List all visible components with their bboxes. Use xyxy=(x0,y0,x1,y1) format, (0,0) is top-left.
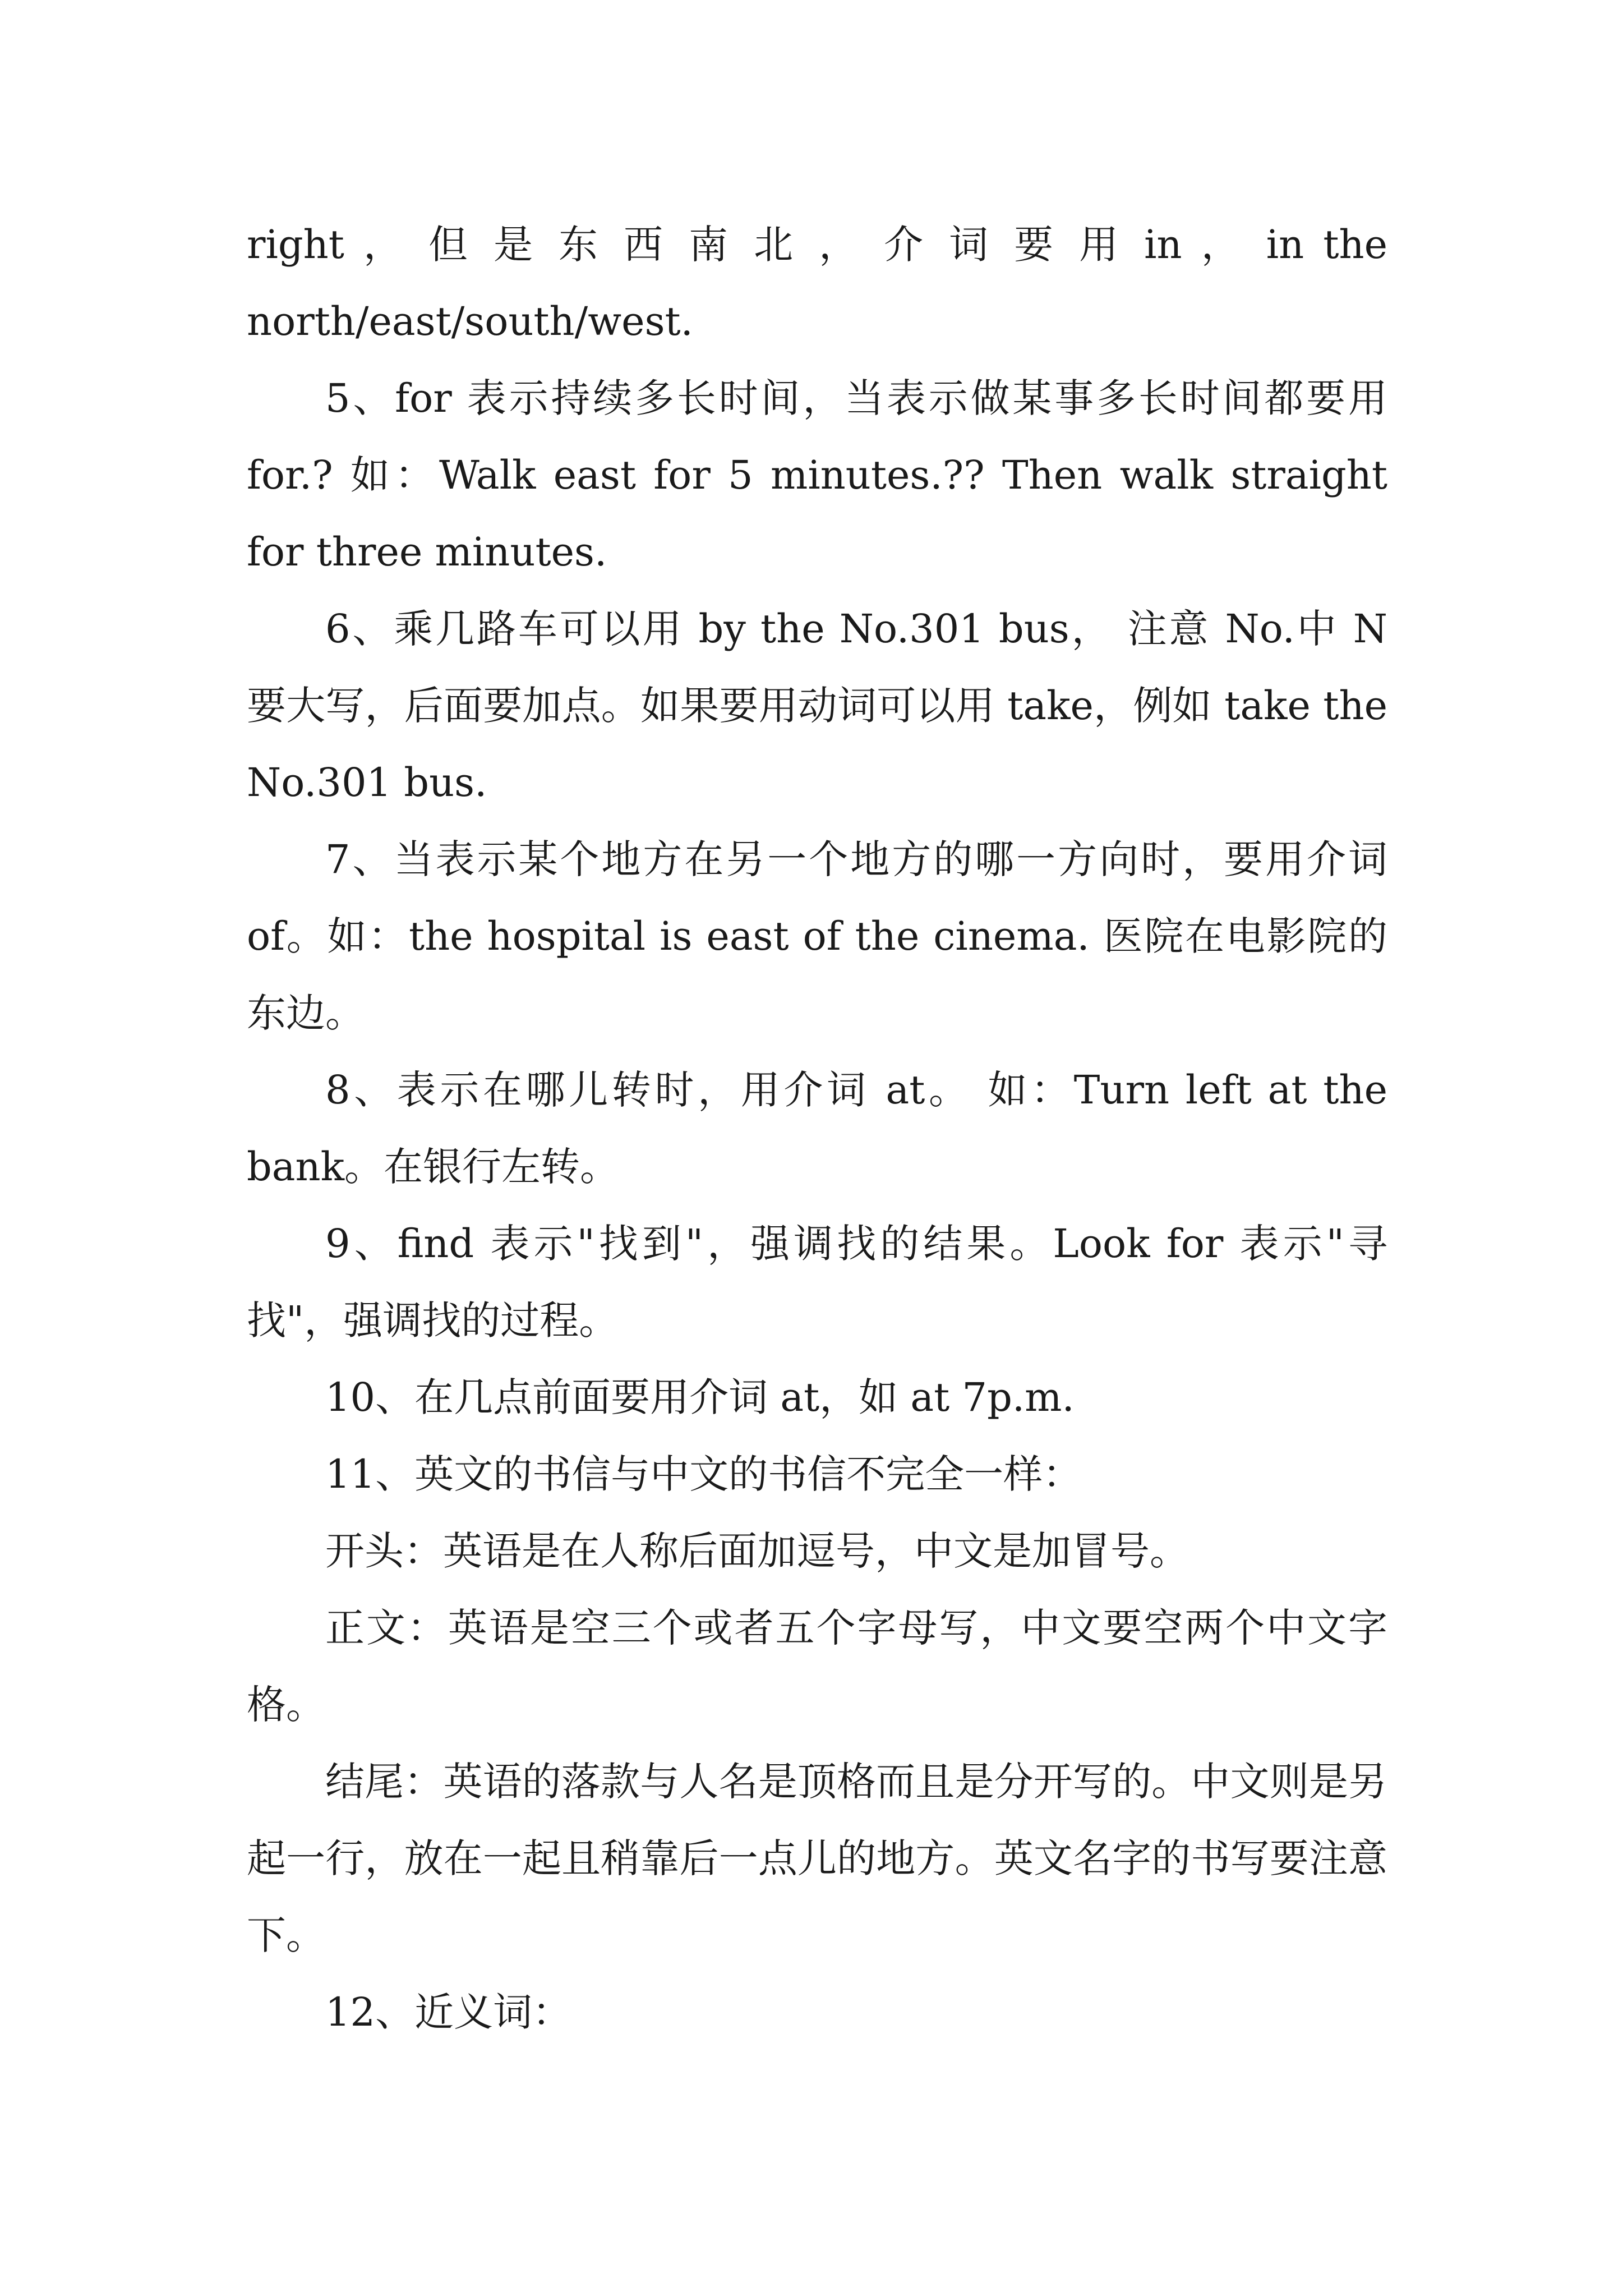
paragraph-continuation: right ， 但 是 东 西 南 北 ， 介 词 要 用 in ， in the north/east/south/west. xyxy=(247,222,1387,344)
paragraph-item-10: 10、在几点前面要用介词 at，如 at 7p.m. xyxy=(325,1374,1075,1420)
paragraph-item-6: 6、乘几路车可以用 by the No.301 bus， 注意 No.中 N 要大写，后面要加点。如果要用动词可以用 take，例如 take the No.301 bus. xyxy=(247,606,1387,806)
document-body xyxy=(247,206,1387,2051)
paragraph-item-8: 8、表示在哪儿转时，用介词 at。 如：Turn left at the bank。在银行左转。 xyxy=(247,1067,1387,1190)
paragraph-letter-body: 正文：英语是空三个或者五个字母写，中文要空两个中文字格。 xyxy=(247,1605,1387,1728)
paragraph-letter-closing: 结尾：英语的落款与人名是顶格而且是分开写的。中文则是另起一行，放在一起且稍靠后一点儿的地方。英文名字的书写要注意下。 xyxy=(247,1759,1387,1958)
paragraph-item-9: 9、find 表示"找到"，强调找的结果。Look for 表示"寻找"，强调找的过程。 xyxy=(247,1221,1387,1343)
paragraph-item-11: 11、英文的书信与中文的书信不完全一样： xyxy=(325,1451,1082,1497)
paragraph-item-5: 5、for 表示持续多长时间，当表示做某事多长时间都要用 for.? 如：Walk east for 5 minutes.?? Then walk straight for three minutes. xyxy=(247,375,1387,575)
paragraph-item-12: 12、近义词： xyxy=(325,1989,572,2035)
paragraph-letter-opening: 开头：英语是在人称后面加逗号，中文是加冒号。 xyxy=(325,1528,1189,1574)
paragraph-item-7: 7、当表示某个地方在另一个地方的哪一方向时，要用介词 of。如：the hospital is east of the cinema. 医院在电影院的东边。 xyxy=(247,836,1387,1036)
